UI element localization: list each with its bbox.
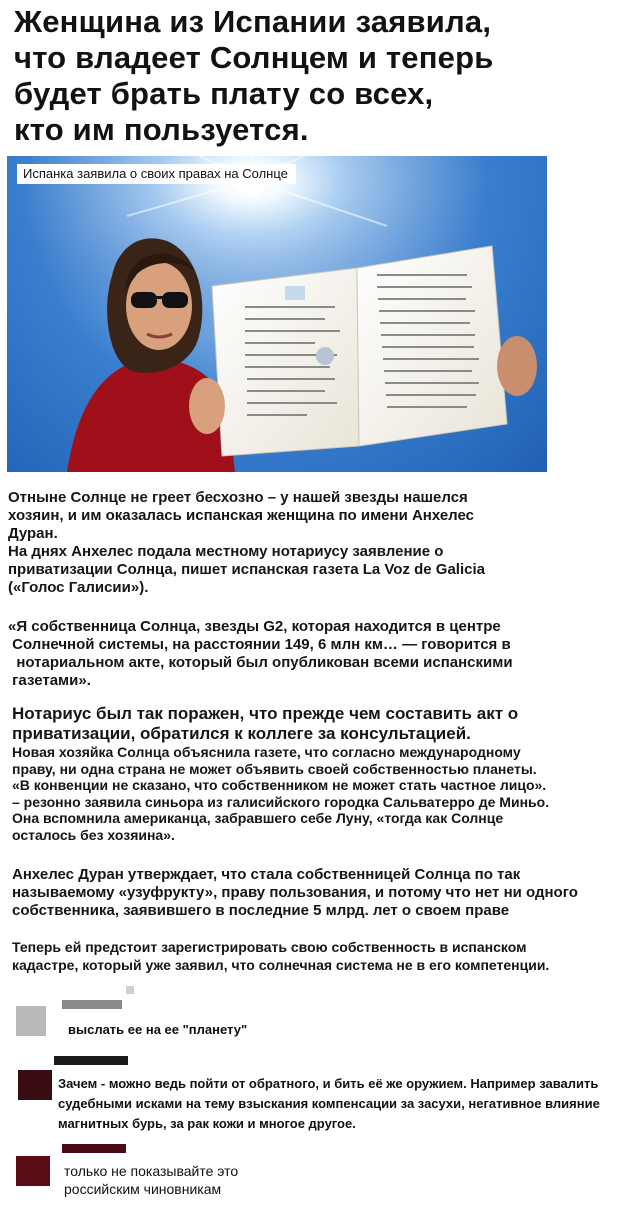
text-line: Новая хозяйка Солнца объяснила газете, что согласно международному <box>12 744 521 760</box>
text-line: нотариальном акте, который был опубликован всеми испанскими <box>8 654 513 671</box>
text-line: праву, ни одна страна не может объявить своей собственностью планеты. <box>12 760 537 777</box>
text-line: На днях Анхелес подала местному нотариусу заявление о <box>8 543 444 560</box>
comment-line: магнитных бурь, за рак кожи и многое другое. <box>58 1116 356 1131</box>
comment-avatar[interactable] <box>16 1006 46 1036</box>
text-line: Нотариус был так поражен, что прежде чем составить акт о <box>12 704 519 723</box>
cadastre-paragraph <box>12 938 549 974</box>
text-line: Отныне Солнце не греет бесхозно – у нашей звезды нашелся <box>8 489 468 506</box>
comment-author-name[interactable] <box>62 1000 122 1009</box>
text-line: осталось без хозяина». <box>12 826 175 843</box>
owner-paragraph <box>12 744 549 844</box>
headline-line: кто им пользуется. <box>14 112 309 147</box>
text-line: Теперь ей предстоит зарегистрировать свою собственность в испанском <box>12 939 527 955</box>
text-line: Солнечной системы, на расстоянии 149, 6 млн км… — говорится в <box>8 636 511 653</box>
text-line: – резонно заявила синьора из галисийского городка Сальватерро де Миньо. <box>12 793 550 810</box>
text-line: газетами». <box>8 672 91 689</box>
photo-caption: Испанка заявила о своих правах на Солнце <box>17 164 296 184</box>
text-line: («Голос Галисии»). <box>8 579 149 596</box>
comment-avatar[interactable] <box>18 1070 52 1100</box>
comment-line: судебными исками на тему взыскания компенсации за засухи, негативное влияние <box>58 1096 600 1111</box>
text-line: «Я собственница Солнца, звезды G2, которая находится в центре <box>8 618 501 635</box>
text-line: «В конвенции не сказано, что собственником не может стать частное лицо». <box>12 777 547 794</box>
usufruct-paragraph <box>12 866 578 920</box>
comment-text: выслать ее на ее "планету" <box>68 1022 248 1037</box>
headline-line: что владеет Солнцем и теперь <box>14 40 494 75</box>
intro-paragraph <box>8 489 628 597</box>
notary-paragraph <box>12 704 518 744</box>
comment-author-name[interactable] <box>62 1144 126 1153</box>
text-line: Она вспомнила американца, забравшего себе Луну, «тогда как Солнце <box>12 810 504 827</box>
article-photo <box>7 156 547 472</box>
comment-text <box>64 1162 238 1198</box>
text-line: Анхелес Дуран утверждает, что стала собственницей Солнца по так <box>12 866 521 883</box>
text-line: приватизации, обратился к коллеге за консультацией. <box>12 724 471 743</box>
comment-text <box>58 1074 600 1134</box>
comment-line: российским чиновникам <box>64 1181 222 1197</box>
comment-line: только не показывайте это <box>64 1163 239 1179</box>
comments-section <box>0 978 640 1208</box>
text-line: кадастре, который уже заявил, что солнечная система не в его компетенции. <box>12 957 550 973</box>
photo-illustration <box>7 156 547 472</box>
comment-line: Зачем - можно ведь пойти от обратного, и бить её же оружием. Например завалить <box>58 1076 599 1091</box>
comment-avatar[interactable] <box>16 1156 50 1186</box>
text-line: собственника, заявившего в последние 5 млрд. лет о своем праве <box>12 902 510 919</box>
headline-line: Женщина из Испании заявила, <box>14 4 492 39</box>
headline-line: будет брать плату со всех, <box>14 76 434 111</box>
quote-paragraph <box>8 618 513 690</box>
text-line: называемому «узуфрукту», праву пользования, и потому что нет ни одного <box>12 884 578 901</box>
headline <box>14 4 614 148</box>
text-line: приватизации Солнца, пишет испанская газета La Voz de Galicia <box>8 561 485 578</box>
text-line: Дуран. <box>8 525 58 542</box>
comment-marker-icon <box>126 986 134 994</box>
text-line: хозяин, и им оказалась испанская женщина по имени Анхелес <box>8 507 474 524</box>
comment-author-name[interactable] <box>54 1056 128 1065</box>
